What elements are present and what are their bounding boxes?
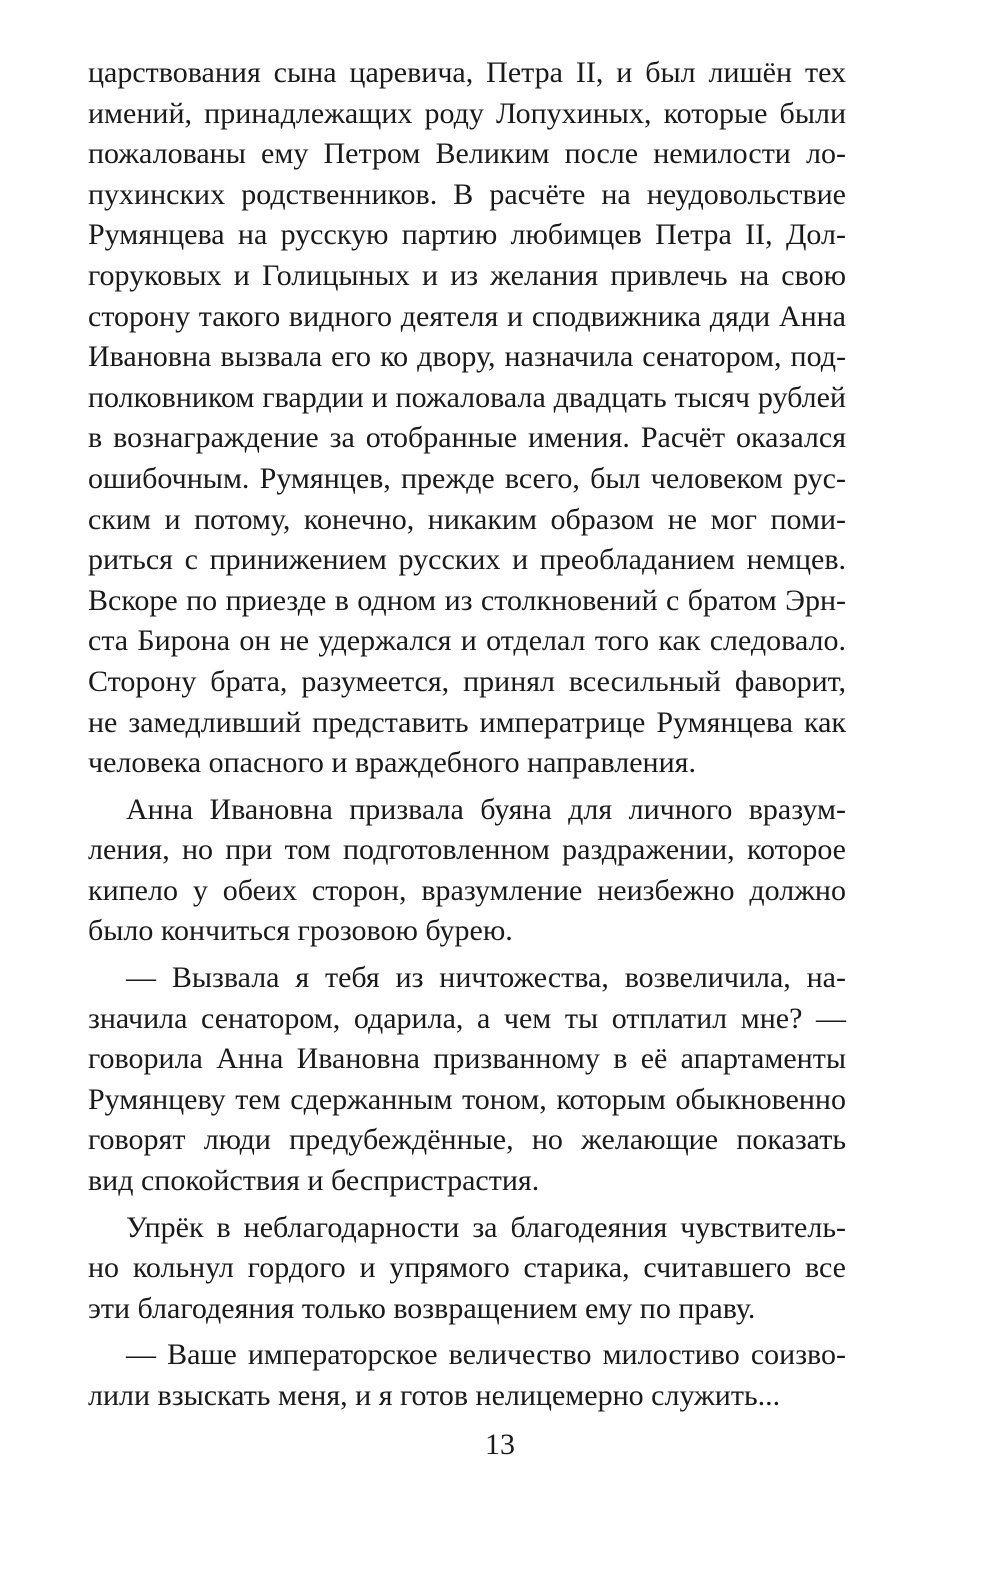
paragraph-3	[88, 958, 846, 1202]
text-line: в вознаграждение за отобранные имения. Расчёт оказался	[88, 421, 846, 455]
text-line: Румянцева на русскую партию любимцев Петра II, Дол-	[88, 218, 846, 252]
text-line: Упрёк в неблагодарности за благодеяния чувствитель-	[126, 1210, 846, 1244]
text-line: имений, принадлежащих роду Лопухиных, которые были	[88, 96, 846, 130]
text-line: было кончиться грозовою бурею.	[88, 914, 513, 948]
paragraph-2	[88, 790, 846, 952]
text-line: говорила Анна Ивановна призванному в её апартаменты	[88, 1042, 846, 1076]
page-number: 13	[485, 1428, 515, 1461]
text-line: но кольнул гордого и упрямого старика, считавшего все	[88, 1251, 846, 1285]
text-line: не замедливший представить императрице Румянцева как	[88, 705, 846, 739]
text-line: значила сенатором, одарила, а чем ты отплатил мне? —	[88, 1001, 846, 1035]
text-line: лили взыскать меня, и я готов нелицемерно служить...	[88, 1379, 781, 1412]
text-line: пухинских родственников. В расчёте на неудовольствие	[88, 177, 846, 211]
text-line: вид спокойствия и беспристрастия.	[88, 1164, 540, 1198]
text-line: ошибочным. Румянцев, прежде всего, был человеком рус-	[88, 461, 846, 495]
paragraph-4	[88, 1208, 846, 1330]
text-line: эти благодеяния только возвращением ему по праву.	[88, 1291, 756, 1325]
text-line: пожалованы ему Петром Великим после немилости ло-	[88, 137, 846, 171]
text-line: говорят люди предубеждённые, но желающие показать	[88, 1123, 846, 1157]
text-line: царствования сына царевича, Петра II, и был лишён тех	[88, 56, 846, 89]
paragraph-1	[88, 53, 846, 784]
paragraph-5	[88, 1335, 846, 1416]
text-line: Ивановна вызвала его ко двору, назначила сенатором, под-	[88, 340, 846, 374]
text-line: кипело у обеих сторон, вразумление неизбежно должно	[88, 873, 846, 907]
text-line: ским и потому, конечно, никаким образом не мог поми-	[88, 502, 846, 536]
text-line: — Ваше императорское величество милостиво соизво-	[126, 1338, 846, 1372]
text-line: горуковых и Голицыных и из желания привлечь на свою	[88, 258, 846, 292]
text-line: Анна Ивановна призвала буяна для личного вразум-	[126, 792, 846, 826]
text-line: Румянцеву тем сдержанным тоном, которым обыкновенно	[88, 1082, 846, 1116]
text-line: риться с принижением русских и преобладанием немцев.	[88, 543, 846, 577]
text-line: полковником гвардии и пожаловала двадцать тысяч рублей	[88, 380, 846, 414]
text-line: — Вызвала я тебя из ничтожества, возвеличила, на-	[126, 961, 846, 995]
text-line: сторону такого видного деятеля и сподвижника дяди Анна	[88, 299, 846, 333]
text-line: ления, но при том подготовленном раздражении, которое	[88, 833, 846, 867]
text-line: ста Бирона он не удержался и отделал того как следовало.	[88, 624, 846, 658]
text-line: Вскоре по приезде в одном из столкновений с братом Эрн-	[88, 583, 846, 617]
book-page-body	[88, 53, 846, 1417]
text-line: человека опасного и враждебного направления.	[88, 746, 696, 780]
text-line: Сторону брата, разумеется, принял всесильный фаворит,	[88, 664, 846, 698]
